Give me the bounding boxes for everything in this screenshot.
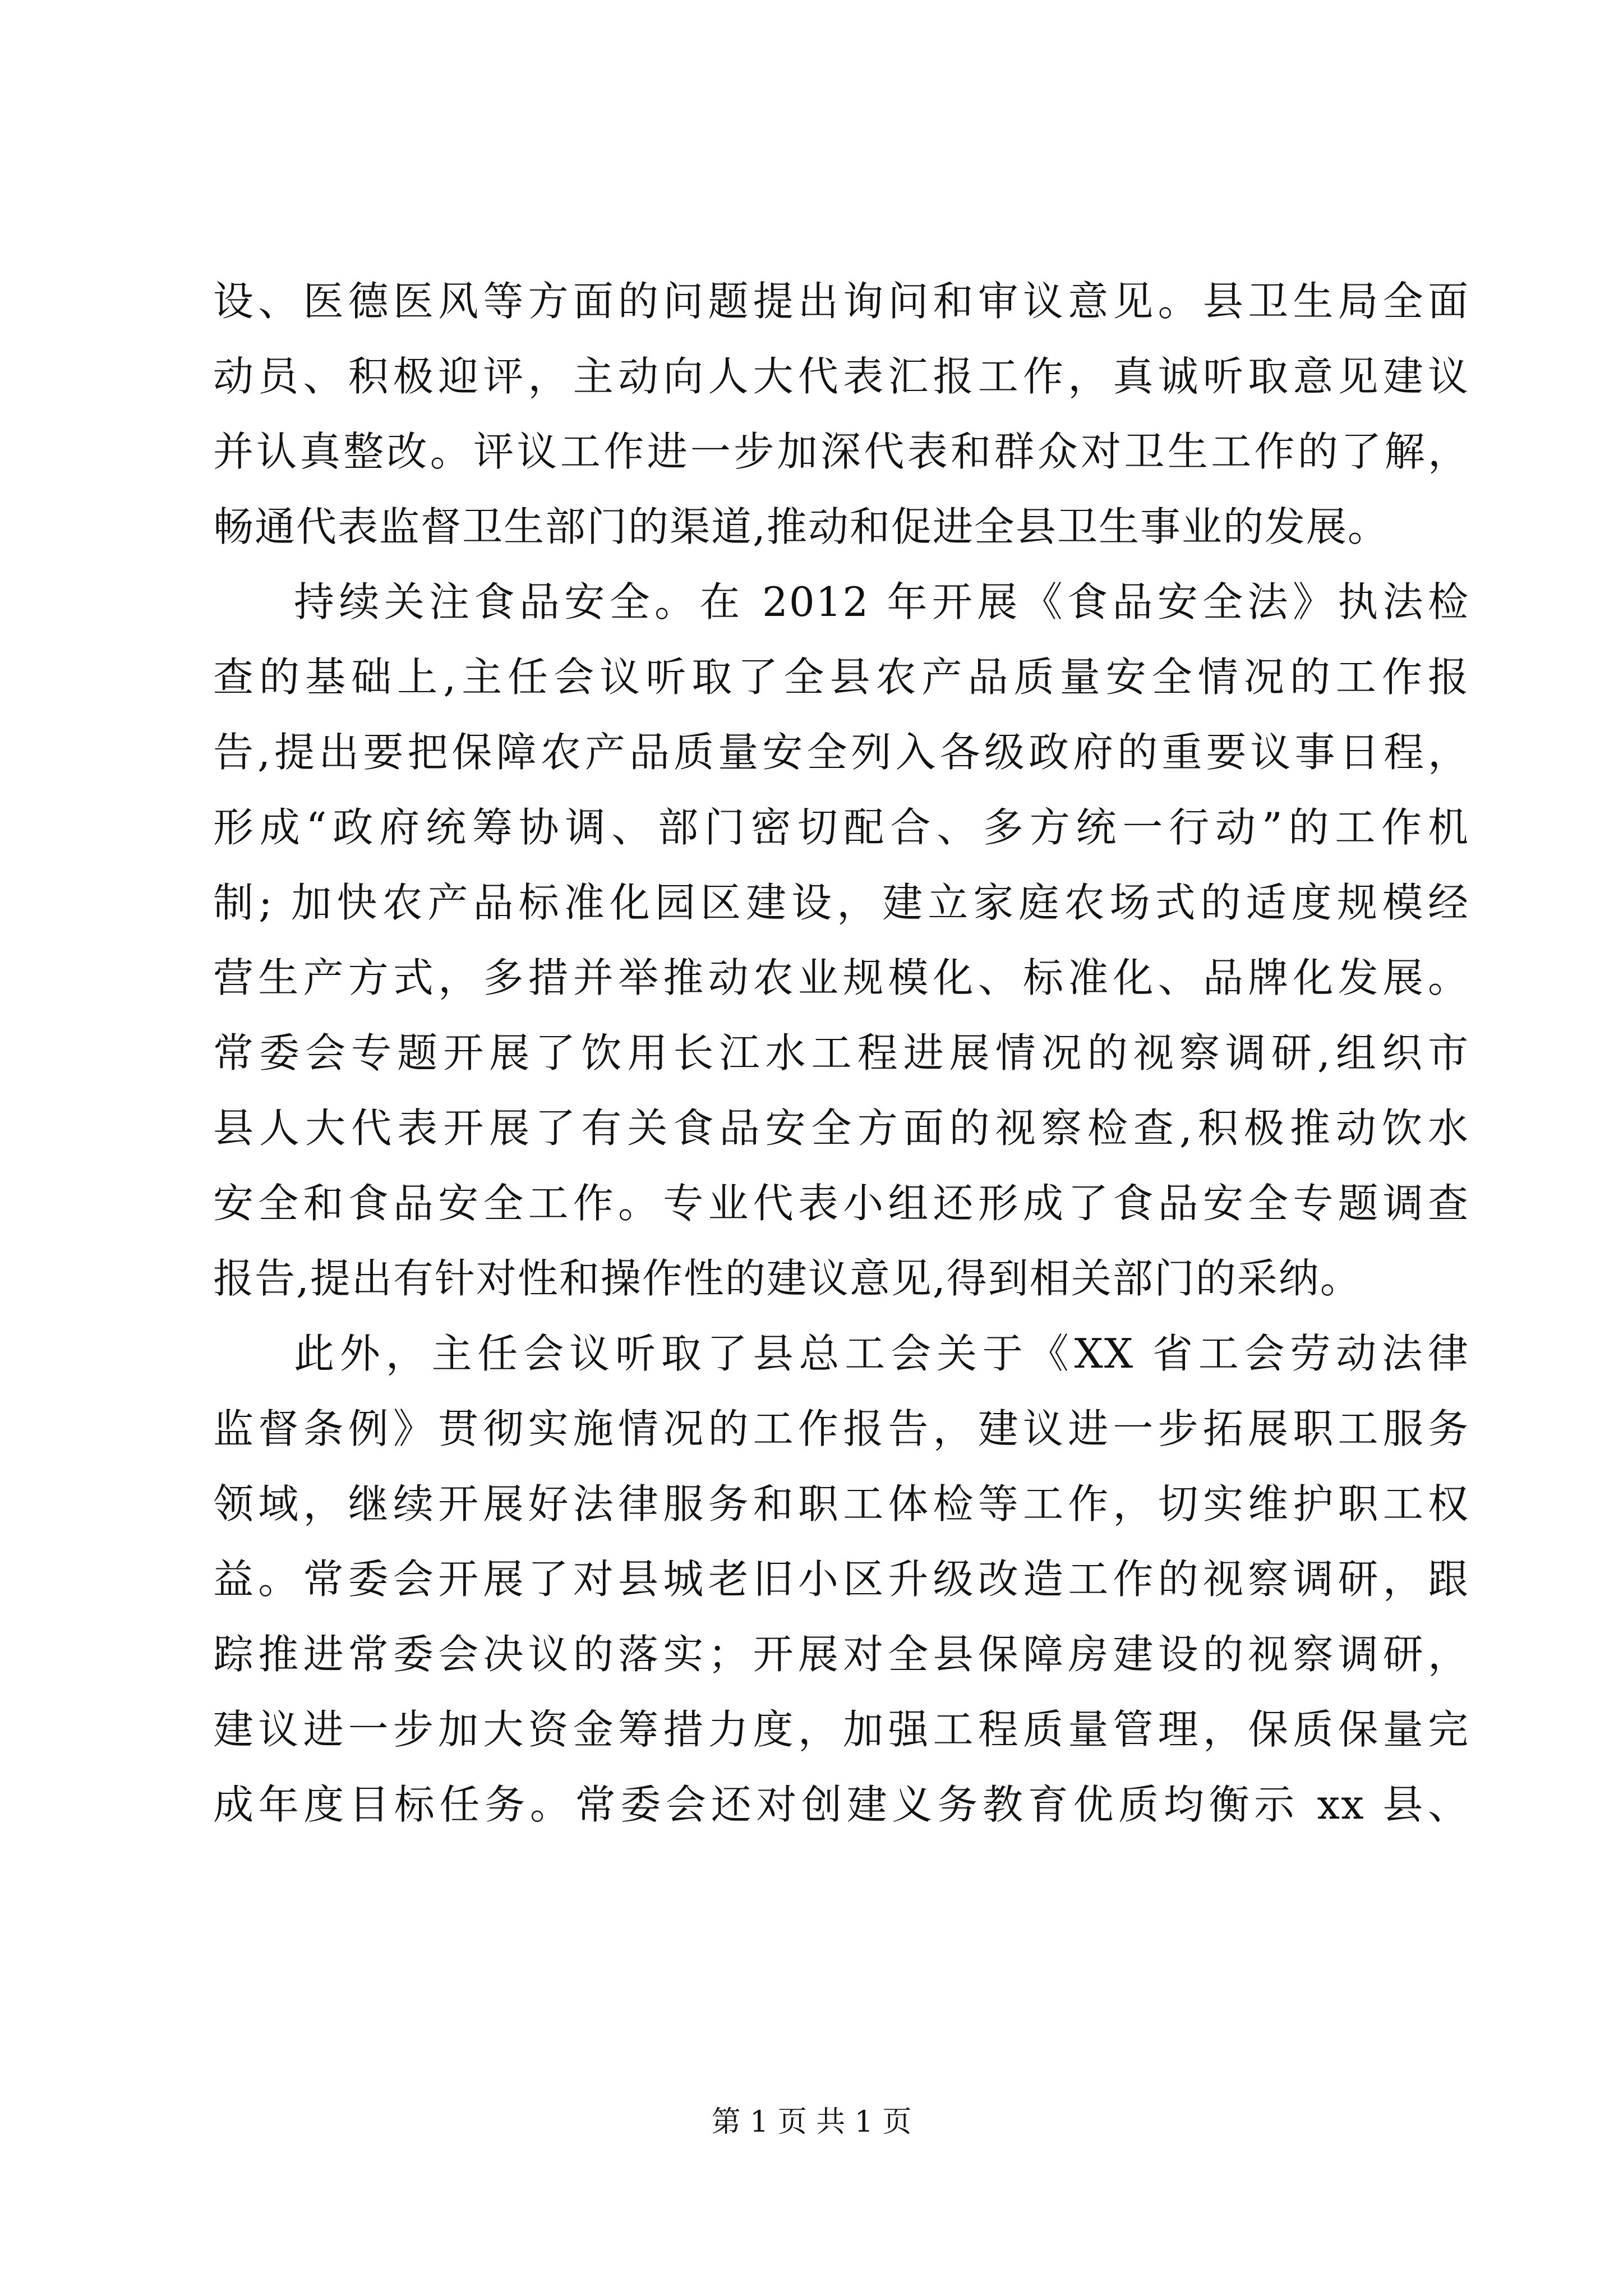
text-line: 安全和食品安全工作。专业代表小组还形成了食品安全专题调查 bbox=[213, 1180, 1469, 1227]
text-line: 常委会专题开展了饮用长江水工程进展情况的视察调研,组织市 bbox=[213, 1029, 1469, 1076]
text-line: 查的基础上,主任会议听取了全县农产品质量安全情况的工作报 bbox=[213, 654, 1469, 701]
text-line: 并认真整改。评议工作进一步加深代表和群众对卫生工作的了解， bbox=[213, 428, 1469, 475]
text-line: 营生产方式，多措并举推动农业规模化、标准化、品牌化发展。 bbox=[213, 954, 1469, 1001]
page-footer: 第 1 页 共 1 页 bbox=[711, 2105, 912, 2139]
text-line: 告,提出要把保障农产品质量安全列入各级政府的重要议事日程， bbox=[213, 729, 1469, 776]
text-line: 形成“政府统筹协调、部门密切配合、多方统一行动”的工作机 bbox=[213, 804, 1469, 851]
text-line: 畅通代表监督卫生部门的渠道,推动和促进全县卫生事业的发展。 bbox=[213, 503, 1389, 550]
text-line: 县人大代表开展了有关食品安全方面的视察检查,积极推动饮水 bbox=[213, 1105, 1469, 1152]
text-line: 领域，继续开展好法律服务和职工体检等工作，切实维护职工权 bbox=[213, 1480, 1469, 1527]
text-line: 监督条例》贯彻实施情况的工作报告，建议进一步拓展职工服务 bbox=[213, 1405, 1469, 1452]
text-line: 设、医德医风等方面的问题提出询问和审议意见。县卫生局全面 bbox=[213, 278, 1469, 325]
text-line: 益。常委会开展了对县城老旧小区升级改造工作的视察调研，跟 bbox=[213, 1556, 1469, 1603]
text-line: 成年度目标任务。常委会还对创建义务教育优质均衡示 xx 县、 bbox=[213, 1781, 1469, 1828]
body-text bbox=[213, 264, 1469, 1842]
text-line: 此外，主任会议听取了县总工会关于《XX 省工会劳动法律 bbox=[294, 1330, 1469, 1377]
text-line: 建议进一步加大资金筹措力度，加强工程质量管理，保质保量完 bbox=[213, 1706, 1469, 1753]
text-line: 持续关注食品安全。在 2012 年开展《食品安全法》执法检 bbox=[294, 578, 1469, 625]
text-line: 动员、积极迎评，主动向人大代表汇报工作，真诚听取意见建议 bbox=[213, 353, 1469, 400]
text-line: 踪推进常委会决议的落实；开展对全县保障房建设的视察调研， bbox=[213, 1631, 1469, 1678]
text-line: 报告,提出有针对性和操作性的建议意见,得到相关部门的采纳。 bbox=[213, 1255, 1362, 1302]
text-line: 制; 加快农产品标准化园区建设，建立家庭农场式的适度规模经 bbox=[213, 879, 1469, 926]
